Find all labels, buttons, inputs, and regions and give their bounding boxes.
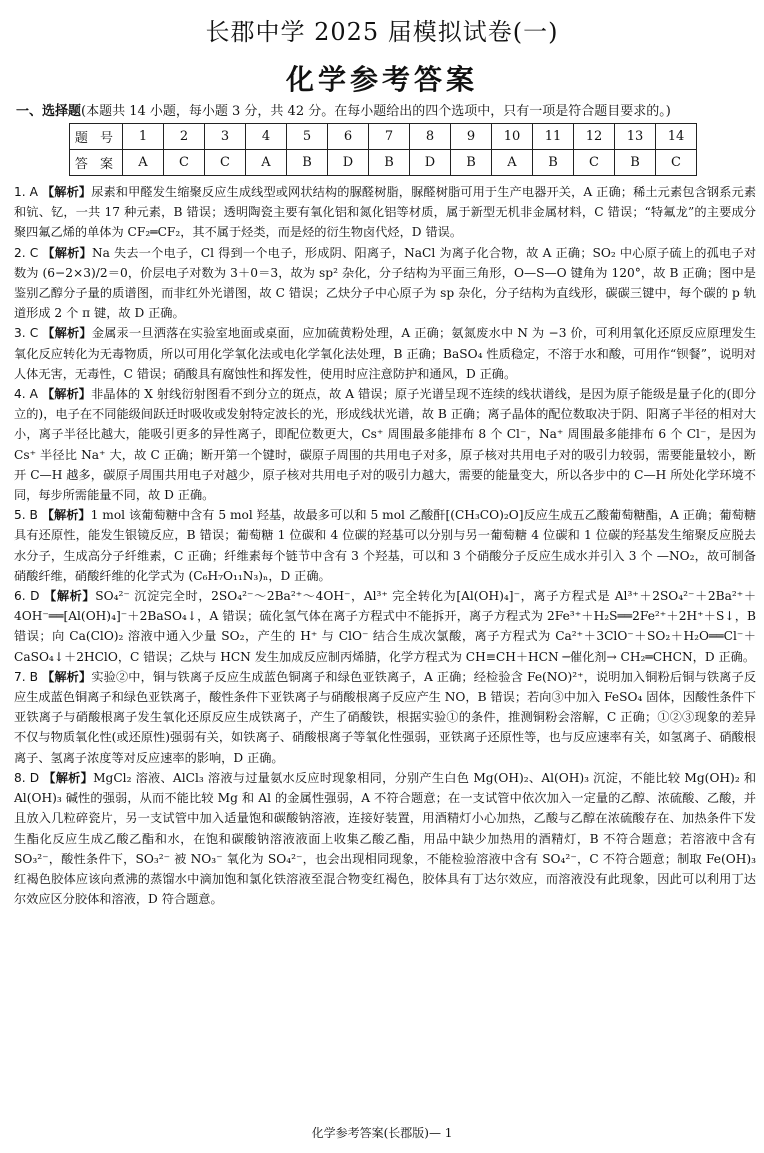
question-number: 3 xyxy=(205,124,246,150)
solution-item xyxy=(14,323,756,384)
question-number: 5 xyxy=(287,124,328,150)
item-text: SO₄²⁻ 沉淀完全时，2SO₄²⁻～2Ba²⁺～4OH⁻，Al³⁺ 完全转化为[Al(OH)₄]⁻，离子方程式是 Al³⁺＋2SO₄²⁻＋2Ba²⁺＋4OH⁻══[Al(OH)₄]⁻＋2BaSO₄↓，A 错误；硫化氢气体在离子方程式中不能拆开，离子方程式为 2Fe³⁺＋H₂S══2Fe²⁺＋2H⁺＋S↓，B 错误；向 Ca(ClO)₂ 溶液中通入少量 SO₂，产生的 H⁺ 与 ClO⁻ 结合生成次氯酸，离子方程式为 Ca²⁺＋3ClO⁻＋SO₂＋H₂O══Cl⁻＋CaSO₄↓＋2HClO，C 错误；乙炔与 HCN 发生加成反应制丙烯腈，化学方程式为 CH≡CH＋HCN ─催化剂→ CH₂═CHCN，D 正确。 xyxy=(14,589,757,664)
item-text: 尿素和甲醛发生缩聚反应生成线型或网状结构的脲醛树脂，脲醛树脂可用于生产电器开关，A 正确；稀土元素包含钢系元素和钪、钇，一共 17 种元素，B 错误；透明陶瓷主要有氧化铝和氮化铝等材质，属于新型无机非金属材料，C 错误；“特氟龙”的主要成分聚四氟乙烯的单体为 CF₂═CF₂，其不属于烃类，而是烃的衍生物卤代烃，D 错误。 xyxy=(14,185,757,240)
page-footer: 化学参考答案(长郡版)— 1 xyxy=(311,1126,453,1140)
solution-item xyxy=(14,384,756,505)
solution-item xyxy=(14,667,756,768)
item-text: 金属汞一旦洒落在实验室地面或桌面，应加硫黄粉处理，A 正确；氨氮废水中 N 为 −3 价，可利用氧化还原反应原理发生氧化反应转化为无毒物质，所以可用化学氧化法或电化学氧化法处理，B 正确；BaSO₄ 性质稳定，不溶于水和酸，可用作“钡餐”，说明对人体无害，无毒性，C 错误；硝酸具有腐蚀性和挥发性，使用时应注意防护和通风，D 正确。 xyxy=(14,326,757,381)
item-text: 非晶体的 X 射线衍射图看不到分立的斑点，故 A 错误；原子光谱呈现不连续的线状谱线，是因为原子能级是量子化的(即分立的)，电子在不同能级间跃迁时吸收或发射特定波长的光，形成线状光谱，故 B 正确；离子晶体的配位数取决于阴、阳离子半径的相对大小，离子半径比越大，能吸引更多的异性离子，即配位数更大，Cs⁺ 周围最多能排布 8 个 Cl⁻，Na⁺ 周围最多能排布 6 个 Cl⁻，是因为 Cs⁺ 半径比 Na⁺ 大，故 C 正确；断开第一个键时，碳原子周围的共用电子对多，原子核对共用电子对的吸引力较弱，需要能量较小，断开 C—H 越多，碳原子周围共用电子对越少，原子核对共用电子对的吸引力越大，需要的能量变大，所以各步中的 C—H 所处化学环境不同，每步所需能量不同，故 D 正确。 xyxy=(14,387,757,503)
answer-cell: A xyxy=(123,150,164,176)
analysis-tag: 【解析】 xyxy=(44,589,96,604)
item-number: 6. D xyxy=(14,589,40,604)
analysis-tag: 【解析】 xyxy=(42,669,92,684)
answer-cell: D xyxy=(328,150,369,176)
question-number: 11 xyxy=(533,124,574,150)
item-text: 1 mol 该葡萄糖中含有 5 mol 羟基，故最多可以和 5 mol 乙酸酐[(CH₃CO)₂O]反应生成五乙酸葡萄糖酯，A 正确；葡萄糖具有还原性，能发生银镜反应，B 错误；葡萄糖 1 位碳和 4 位碳的羟基可以分别与另一葡萄糖 4 位碳和 1 位碳的羟基发生缩聚反应脱去水分子，生成高分子纤维素，C 正确；纤维素每个链节中含有 3 个羟基，可以和 3 个硝酸分子反应生成水并引入 3 个 —NO₂，故可制备硝酸纤维，硝酸纤维的化学式为 (C₆H₇O₁₁N₃)ₙ，D 正确。 xyxy=(14,508,757,583)
question-number: 7 xyxy=(369,124,410,150)
analysis-tag: 【解析】 xyxy=(42,245,92,260)
answer-table-numbers-row xyxy=(70,124,697,150)
question-number: 14 xyxy=(656,124,697,150)
answer-cell: C xyxy=(164,150,205,176)
answer-cell: D xyxy=(410,150,451,176)
item-number: 7. B xyxy=(14,669,38,684)
question-number: 1 xyxy=(123,124,164,150)
question-number: 4 xyxy=(246,124,287,150)
question-number: 12 xyxy=(574,124,615,150)
item-text: Na 失去一个电子，Cl 得到一个电子，形成阴、阳离子，NaCl 为离子化合物，故 A 正确；SO₂ 中心原子硫上的孤电子对数为 (6−2×3)/2＝0，价层电子对数为 3＋0＝3，故为 sp² 杂化，分子结构为平面三角形，O—S—O 键角为 120°，故 B 正确；图中是鉴别乙醇分子量的质谱图，而非红外光谱图，故 C 错误；乙炔分子中心原子为 sp 杂化，分子结构为直线形，碳碳三键中，每个碳的 p 轨道形成 2 个 π 键，故 D 正确。 xyxy=(14,245,757,321)
solution-item xyxy=(14,182,756,243)
answer-cell: B xyxy=(533,150,574,176)
doc-title: 化学参考答案 xyxy=(285,63,478,96)
section-heading xyxy=(16,100,756,119)
section-note: (本题共 14 小题，每小题 3 分，共 42 分。在每小题给出的四个选项中，只有一项是符合题目要求的。) xyxy=(81,104,671,119)
question-number: 8 xyxy=(410,124,451,150)
solution-item xyxy=(14,243,756,324)
solutions-list xyxy=(14,182,756,909)
answer-cell: C xyxy=(205,150,246,176)
item-number: 4. A xyxy=(14,387,38,402)
solution-item xyxy=(14,505,756,586)
solution-item xyxy=(14,586,756,667)
analysis-tag: 【解析】 xyxy=(41,387,92,402)
question-number: 6 xyxy=(328,124,369,150)
item-number: 1. A xyxy=(14,185,38,199)
analysis-tag: 【解析】 xyxy=(41,185,92,199)
school-title: 长郡中学 2025 届模拟试卷(一) xyxy=(205,18,559,46)
item-number: 8. D xyxy=(14,770,40,785)
answer-cell: B xyxy=(451,150,492,176)
section-label: 一、选择题 xyxy=(16,104,82,119)
question-number: 2 xyxy=(164,124,205,150)
answer-cell: B xyxy=(287,150,328,176)
row-label-answer: 答 案 xyxy=(70,150,123,176)
answer-cell: B xyxy=(615,150,656,176)
solution-item xyxy=(14,768,756,909)
answer-table xyxy=(69,123,697,176)
answer-table-answers-row xyxy=(70,150,697,176)
analysis-tag: 【解析】 xyxy=(43,770,94,785)
analysis-tag: 【解析】 xyxy=(41,508,91,523)
item-text: 实验②中，铜与铁离子反应生成蓝色铜离子和绿色亚铁离子，A 正确；经检验含 Fe(NO)²⁺，说明加入铜粉后铜与铁离子反应生成蓝色铜离子和绿色亚铁离子，酸性条件下亚铁离子与硝酸根离子反应产生 NO，B 错误；若向③中加入 FeSO₄ 固体，因酸性条件下亚铁离子与硝酸根离子发生氧化还原反应生成铁离子，产生了硝酸铁，根据实验①的条件，推测铜粉会溶解，C 正确；①②③现象的差异不仅与物质氧化性(或还原性)强弱有关，如铁离子、硝酸根离子等氧化性强弱，亚铁离子还原性等，也与反应速率有关，如氢离子、硝酸根离子、氢离子浓度等对反应速率的影响，D 正确。 xyxy=(14,669,757,765)
answer-cell: A xyxy=(246,150,287,176)
question-number: 13 xyxy=(615,124,656,150)
row-label-number: 题 号 xyxy=(70,124,123,150)
item-number: 5. B xyxy=(14,508,38,523)
question-number: 10 xyxy=(492,124,533,150)
item-number: 2. C xyxy=(14,245,39,260)
item-text: MgCl₂ 溶液、AlCl₃ 溶液与过量氨水反应时现象相同，分别产生白色 Mg(OH)₂、Al(OH)₃ 沉淀，不能比较 Mg(OH)₂ 和 Al(OH)₃ 碱性的强弱，从而不能比较 Mg 和 Al 的金属性强弱，A 不符合题意；在一支试管中依次加入一定量的乙醇、浓硫酸、乙酸，并且放入几粒碎瓷片，另一支试管中加入适量饱和碳酸钠溶液，连接好装置，用酒精灯小心加热，乙酸与乙醇在浓硫酸存在、加热条件下发生酯化反应生成乙酸乙酯和水，在饱和碳酸钠溶液液面上收集乙酸乙酯，用品中缺少加热用的酒精灯，B 不符合题意；若溶液中含有 SO₃²⁻，酸性条件下，SO₃²⁻ 被 NO₃⁻ 氧化为 SO₄²⁻，也会出现相同现象，不能检验溶液中含有 SO₄²⁻，C 不符合题意；制取 Fe(OH)₃ 红褐色胶体应该向煮沸的蒸馏水中滴加饱和氯化铁溶液至混合物变红褐色，胶体具有丁达尔效应，而溶液没有此现象，因此可以利用丁达尔效应区分胶体和溶液，D 符合题意。 xyxy=(14,770,757,907)
answer-cell: C xyxy=(574,150,615,176)
answer-cell: A xyxy=(492,150,533,176)
item-number: 3. C xyxy=(14,326,39,341)
answer-cell: B xyxy=(369,150,410,176)
question-number: 9 xyxy=(451,124,492,150)
answer-cell: C xyxy=(656,150,697,176)
analysis-tag: 【解析】 xyxy=(42,326,92,341)
